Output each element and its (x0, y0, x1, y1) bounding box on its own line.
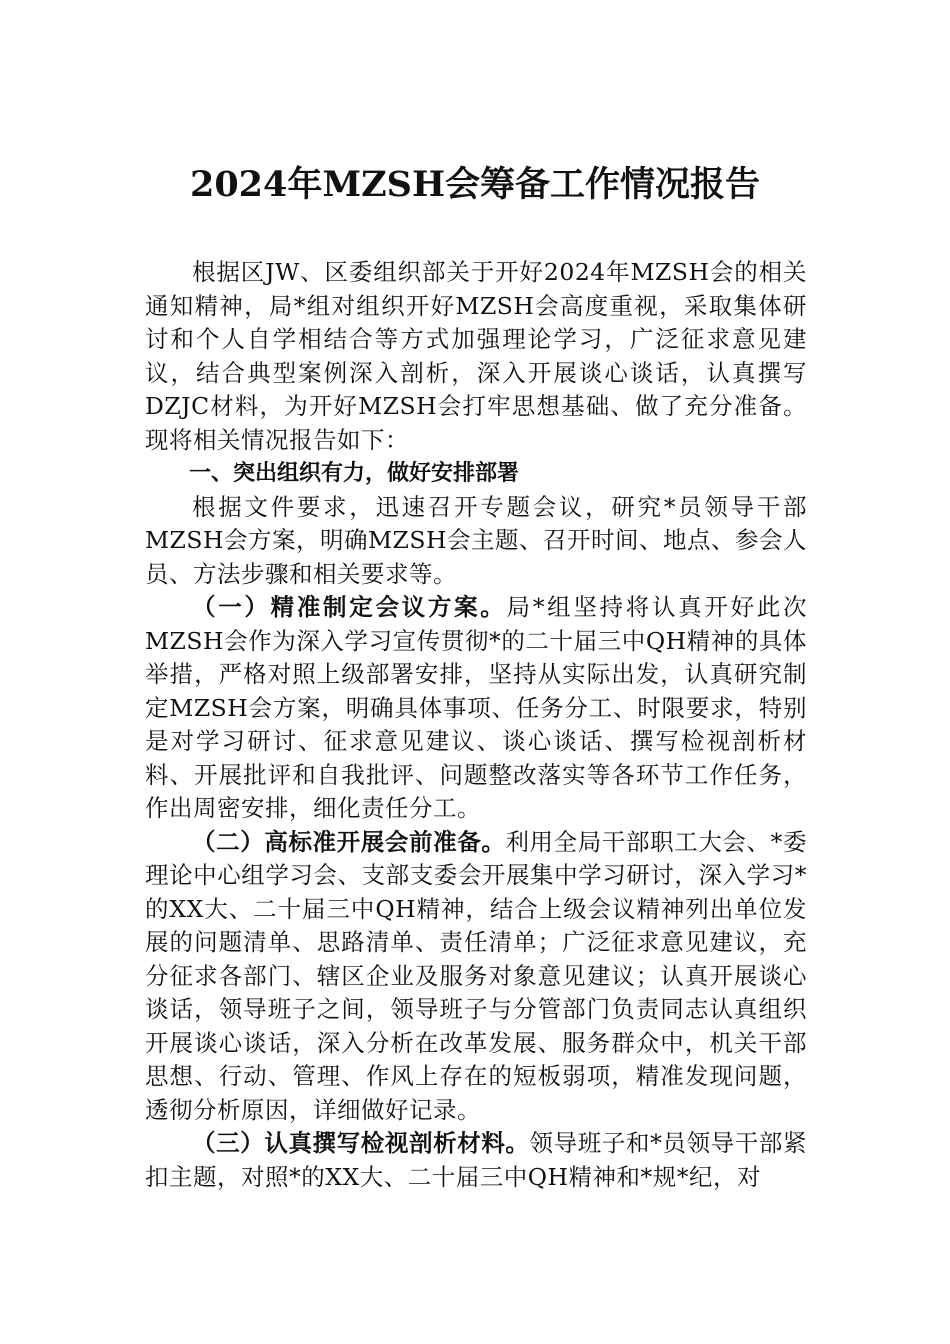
document-body (145, 256, 807, 1194)
section-1-heading: 一、突出组织有力，做好安排部署 (189, 461, 520, 486)
item-3-text: 领导班子和*员领导干部紧扣主题，对照*的XX大、二十届三中QH精神和*规*纪，对 (145, 1129, 808, 1191)
intro-paragraph: 根据区JW、区委组织部关于开好2024年MZSH会的相关通知精神，局*组对组织开好MZSH会高度重视，采取集体研讨和个人自学相结合等方式加强理论学习，广泛征求意见建议，结合典型案例深入剖析，深入开展谈心谈话，认真撰写DZJC材料，为开好MZSH会打牢思想基础、做了充分准备。现将相关情况报告如下： (145, 258, 807, 454)
item-3-lead: （三）认真撰写检视剖析材料。 (192, 1129, 530, 1157)
item-2-paragraph (145, 826, 807, 1128)
item-1-paragraph (145, 591, 807, 826)
document-title: 2024年MZSH会筹备工作情况报告 (189, 164, 761, 205)
item-3-paragraph (145, 1127, 807, 1194)
item-2-lead: （二）高标准开展会前准备。 (192, 827, 506, 856)
item-2-text: 利用全局干部职工大会、*委理论中心组学习会、支部支委会开展集中学习研讨，深入学习*的XX大、二十届三中QH精神，结合上级会议精神列出单位发展的问题清单、思路清单、责任清单；广泛征求意见建议，充分征求各部门、辖区企业及服务对象意见建议；认真开展谈心谈话，领导班子之间，领导班子与分管部门负责同志认真组织开展谈心谈话，深入分析在改革发展、服务群众中，机关干部思想、行动、管理、作风上存在的短板弱项，精准发现问题，透彻分析原因，详细做好记录。 (145, 827, 808, 1124)
section-1-paragraph: 根据文件要求，迅速召开专题会议，研究*员领导干部MZSH会方案，明确MZSH会主题、召开时间、地点、参会人员、方法步骤和相关要求等。 (145, 492, 807, 588)
item-1-lead: （一）精准制定会议方案。 (192, 593, 507, 621)
item-1-text: 局*组坚持将认真开好此次MZSH会作为深入学习宣传贯彻*的二十届三中QH精神的具体举措，严格对照上级部署安排，坚持从实际出发，认真研究制定MZSH会方案，明确具体事项、任务分工、时限要求，特别是对学习研讨、征求意见建议、谈心谈话、撰写检视剖析材料、开展批评和自我批评、问题整改落实等各环节工作任务，作出周密安排，细化责任分工。 (145, 593, 808, 822)
